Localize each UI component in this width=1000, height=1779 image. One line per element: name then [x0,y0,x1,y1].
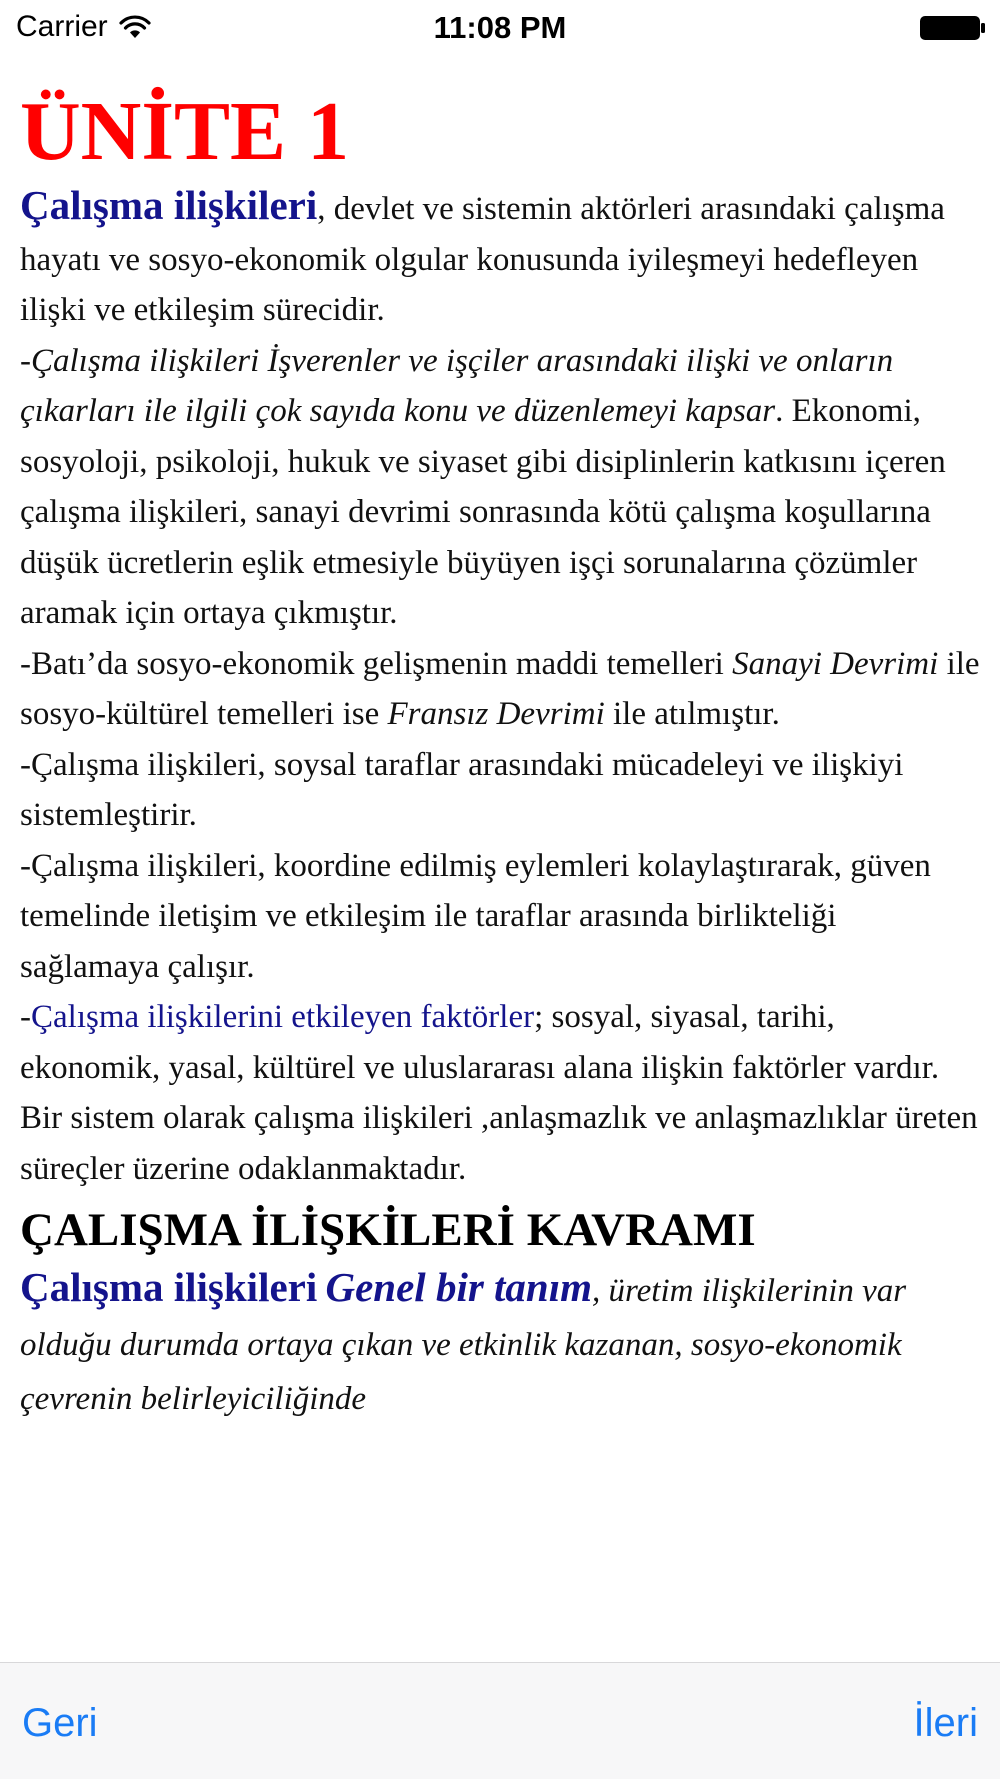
paragraph-coordination: -Çalışma ilişkileri, koordine edilmiş eylemleri kolaylaştırarak, güven temelinde iletişim ve etkileşim ile taraflar arasında birlikteliği sağlamaya çalışır. [20,847,931,985]
italic-term: Sanayi Devrimi [732,645,939,682]
paragraph-history [20,639,980,740]
content-scroll-area[interactable] [20,84,980,1662]
section-title: ÇALIŞMA İLİŞKİLERİ KAVRAMI [20,1204,756,1256]
blue-term: Çalışma ilişkilerini etkileyen faktörler [31,999,535,1035]
paragraph-text: , devlet ve sistemin aktörleri arasındaki çalışma hayatı ve sosyo-ekonomik olgular konusunda iyileşmeyi hedefleyen ilişki ve etkileşim sürecidir. [20,191,945,328]
lead-term-italic: Genel bir tanım [325,1264,593,1310]
paragraph-intro [20,180,980,336]
carrier-label: Carrier [16,10,108,43]
status-time: 11:08 PM [433,10,567,45]
paragraph-factors [20,992,980,1194]
italic-text: -Çalışma ilişkileri İşverenler ve işçiler arasındaki ilişki ve onların çıkarları ile ilgili çok sayıda konu ve düzenlemeyi kapsar [20,342,894,429]
lead-term: Çalışma ilişkileri [20,1264,318,1310]
bottom-toolbar [0,1662,1000,1779]
paragraph-definition [20,1260,980,1426]
paragraph-text: -Batı’da sosyo-ekonomik gelişmenin maddi temelleri [20,645,733,682]
dash: - [20,999,31,1035]
back-button[interactable]: Geri [22,1701,98,1745]
paragraph-text: ; sosyal, siyasal, tarihi, ekonomik, yasal, kültürel ve uluslararası alana ilişkin faktörler vardır. Bir sistem olarak çalışma ilişkileri ,anlaşmazlık ve anlaşmazlıklar üreten süreçler üzerine odaklanmaktadır. [20,999,978,1187]
paragraph-text: ile sosyo-kültürel temelleri ise [20,645,980,732]
paragraph-text: . Ekonomi, sosyoloji, psikoloji, hukuk ve siyaset gibi disiplinlerin katkısını içeren çalışma ilişkileri, sanayi devrimi sonrasında kötü çalışma koşullarına düşük ücretlerin eşlik etmesiyle büyüyen işçi sorunalarına çözümler aramak için ortaya çıkmıştır. [20,393,946,631]
paragraph-scope [20,336,980,639]
italic-text: , üretim ilişkilerinin var olduğu durumda ortaya çıkan ve etkinlik kazanan, sosyo-ekonomik çevrenin belirleyiciliğinde [20,1273,907,1417]
paragraph-text: ile atılmıştır. [604,696,780,732]
status-bar [0,0,1000,56]
next-button[interactable]: İleri [913,1701,978,1745]
italic-term: Fransız Devrimi [387,696,605,732]
unit-title: ÜNİTE 1 [20,85,350,178]
battery-icon [920,16,986,40]
paragraph-systemize: -Çalışma ilişkileri, soysal taraflar arasındaki mücadeleyi ve ilişkiyi sistemleştirir. [20,746,904,833]
lead-term: Çalışma ilişkileri [20,182,318,228]
